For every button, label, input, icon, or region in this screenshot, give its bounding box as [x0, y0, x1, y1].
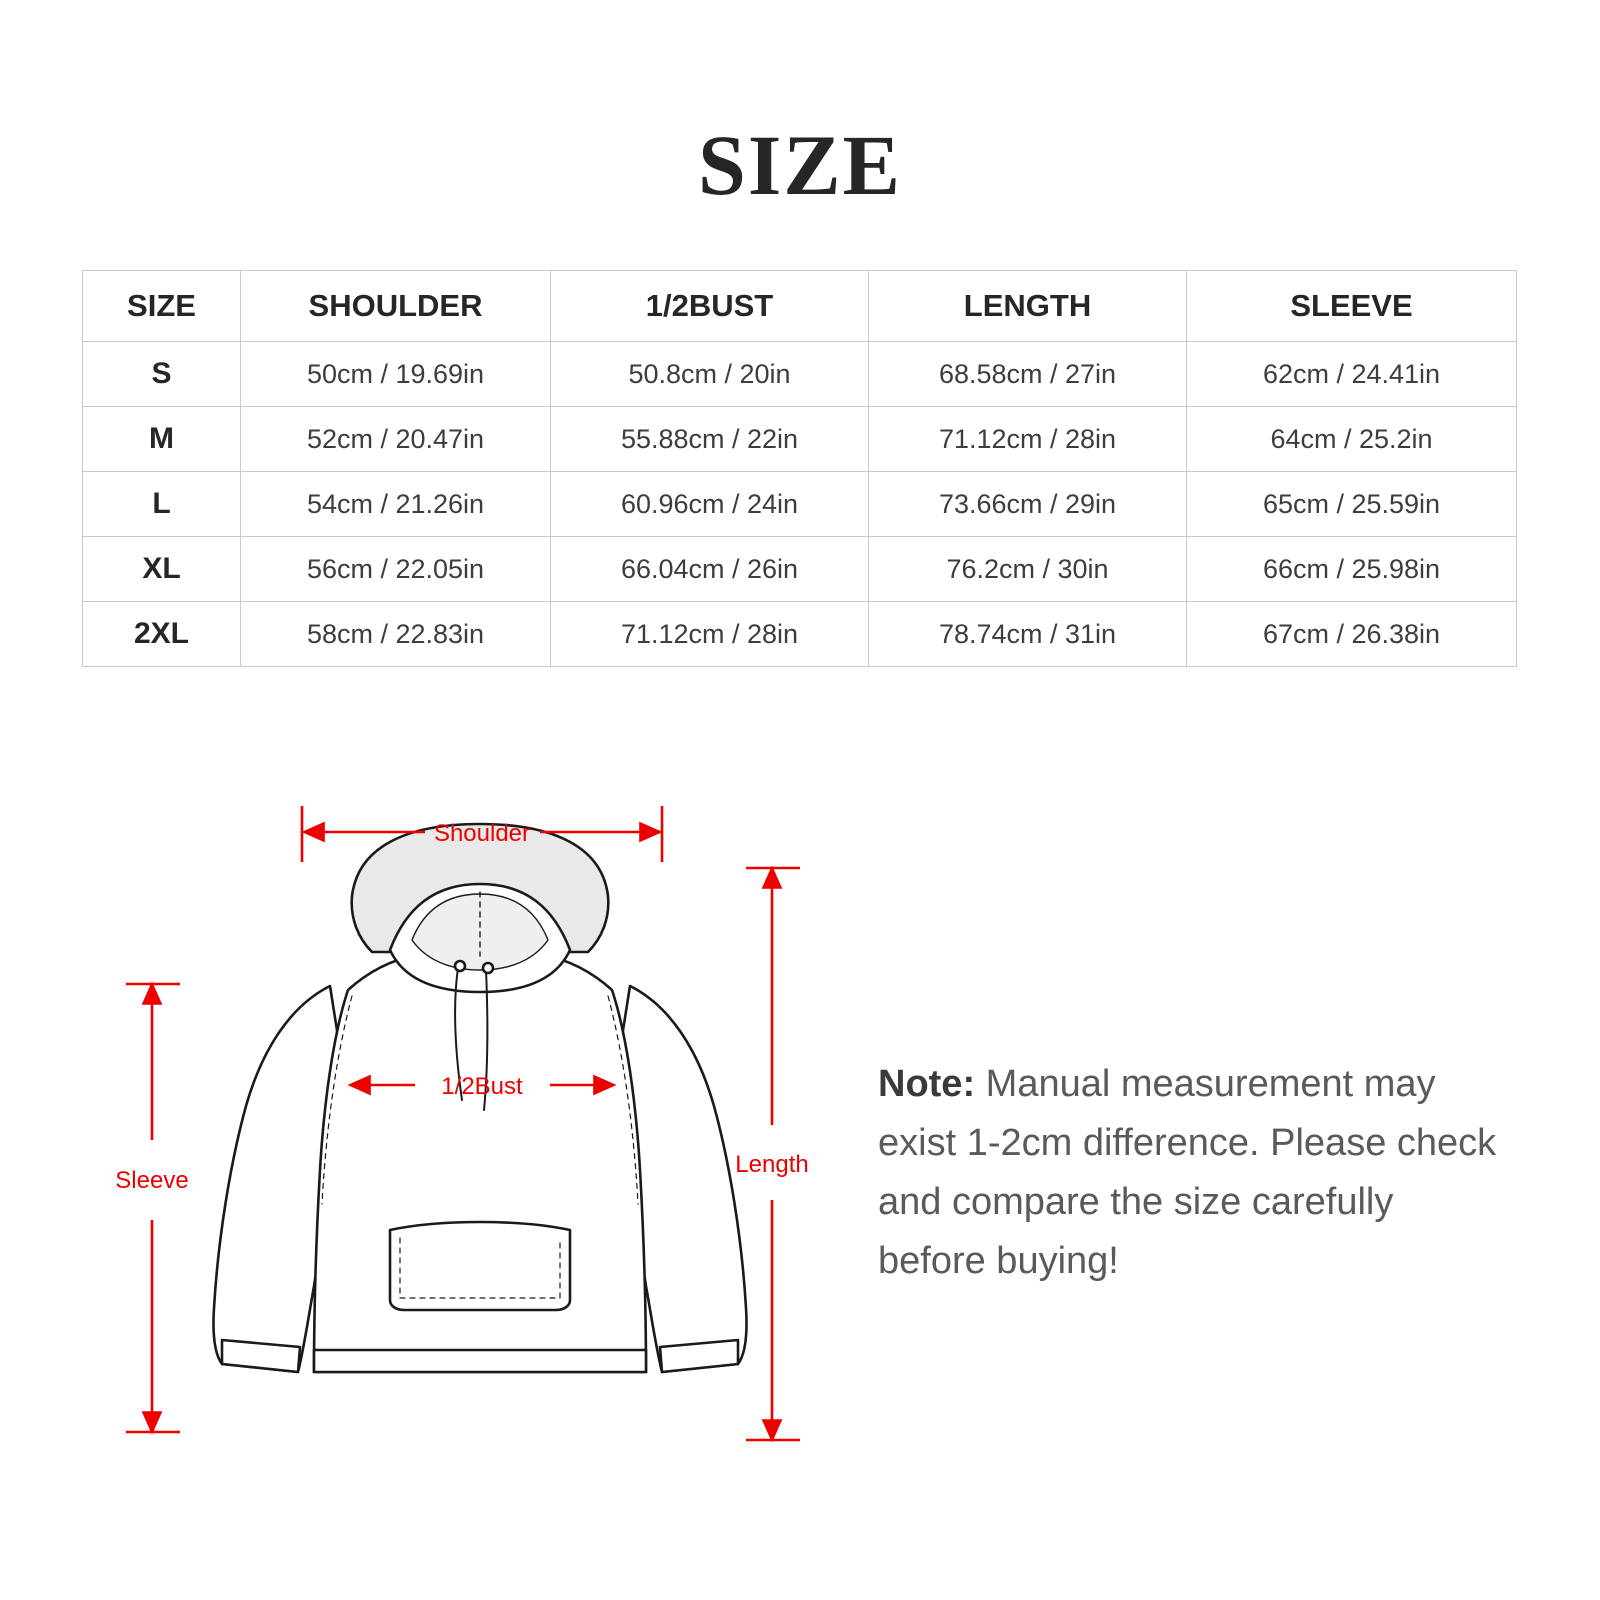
table-row [83, 472, 1517, 537]
cell-sleeve: 66cm / 25.98in [1187, 537, 1517, 602]
cell-sleeve: 67cm / 26.38in [1187, 602, 1517, 667]
cell-size: 2XL [83, 602, 241, 667]
column-header-length: LENGTH [869, 271, 1187, 342]
cell-bust: 71.12cm / 28in [551, 602, 869, 667]
note-text: Manual measurement may exist 1-2cm difference. Please check and compare the size carefully before buying! [878, 1063, 1497, 1282]
column-header-shoulder: SHOULDER [241, 271, 551, 342]
cell-length: 71.12cm / 28in [869, 407, 1187, 472]
cell-size: L [83, 472, 241, 537]
sleeve-label: Sleeve [115, 1167, 189, 1194]
cell-sleeve: 65cm / 25.59in [1187, 472, 1517, 537]
cell-sleeve: 64cm / 25.2in [1187, 407, 1517, 472]
cell-length: 68.58cm / 27in [869, 342, 1187, 407]
measurement-note [878, 1055, 1498, 1291]
cell-length: 73.66cm / 29in [869, 472, 1187, 537]
table-row [83, 537, 1517, 602]
bust-label: 1/2Bust [441, 1073, 523, 1100]
cell-length: 76.2cm / 30in [869, 537, 1187, 602]
column-header-sleeve: SLEEVE [1187, 271, 1517, 342]
cell-bust: 66.04cm / 26in [551, 537, 869, 602]
sleeve-dimension [126, 984, 180, 1432]
cell-shoulder: 58cm / 22.83in [241, 602, 551, 667]
table-row [83, 407, 1517, 472]
cell-length: 78.74cm / 31in [869, 602, 1187, 667]
length-label: Length [735, 1151, 809, 1178]
cell-bust: 50.8cm / 20in [551, 342, 869, 407]
cell-sleeve: 62cm / 24.41in [1187, 342, 1517, 407]
cell-bust: 55.88cm / 22in [551, 407, 869, 472]
cell-shoulder: 54cm / 21.26in [241, 472, 551, 537]
column-header-size: SIZE [83, 271, 241, 342]
cell-shoulder: 50cm / 19.69in [241, 342, 551, 407]
table-header-row [83, 271, 1517, 342]
cell-bust: 60.96cm / 24in [551, 472, 869, 537]
note-label: Note: [878, 1063, 976, 1105]
table-row [83, 342, 1517, 407]
page-title: SIZE [697, 117, 903, 213]
table-row [83, 602, 1517, 667]
cell-size: M [83, 407, 241, 472]
column-header-bust: 1/2BUST [551, 271, 869, 342]
hoodie-measurement-diagram [90, 800, 880, 1500]
cell-size: S [83, 342, 241, 407]
cell-shoulder: 56cm / 22.05in [241, 537, 551, 602]
cell-size: XL [83, 537, 241, 602]
shoulder-label: Shoulder [433, 820, 531, 847]
cell-shoulder: 52cm / 20.47in [241, 407, 551, 472]
size-chart-table [82, 270, 1517, 667]
